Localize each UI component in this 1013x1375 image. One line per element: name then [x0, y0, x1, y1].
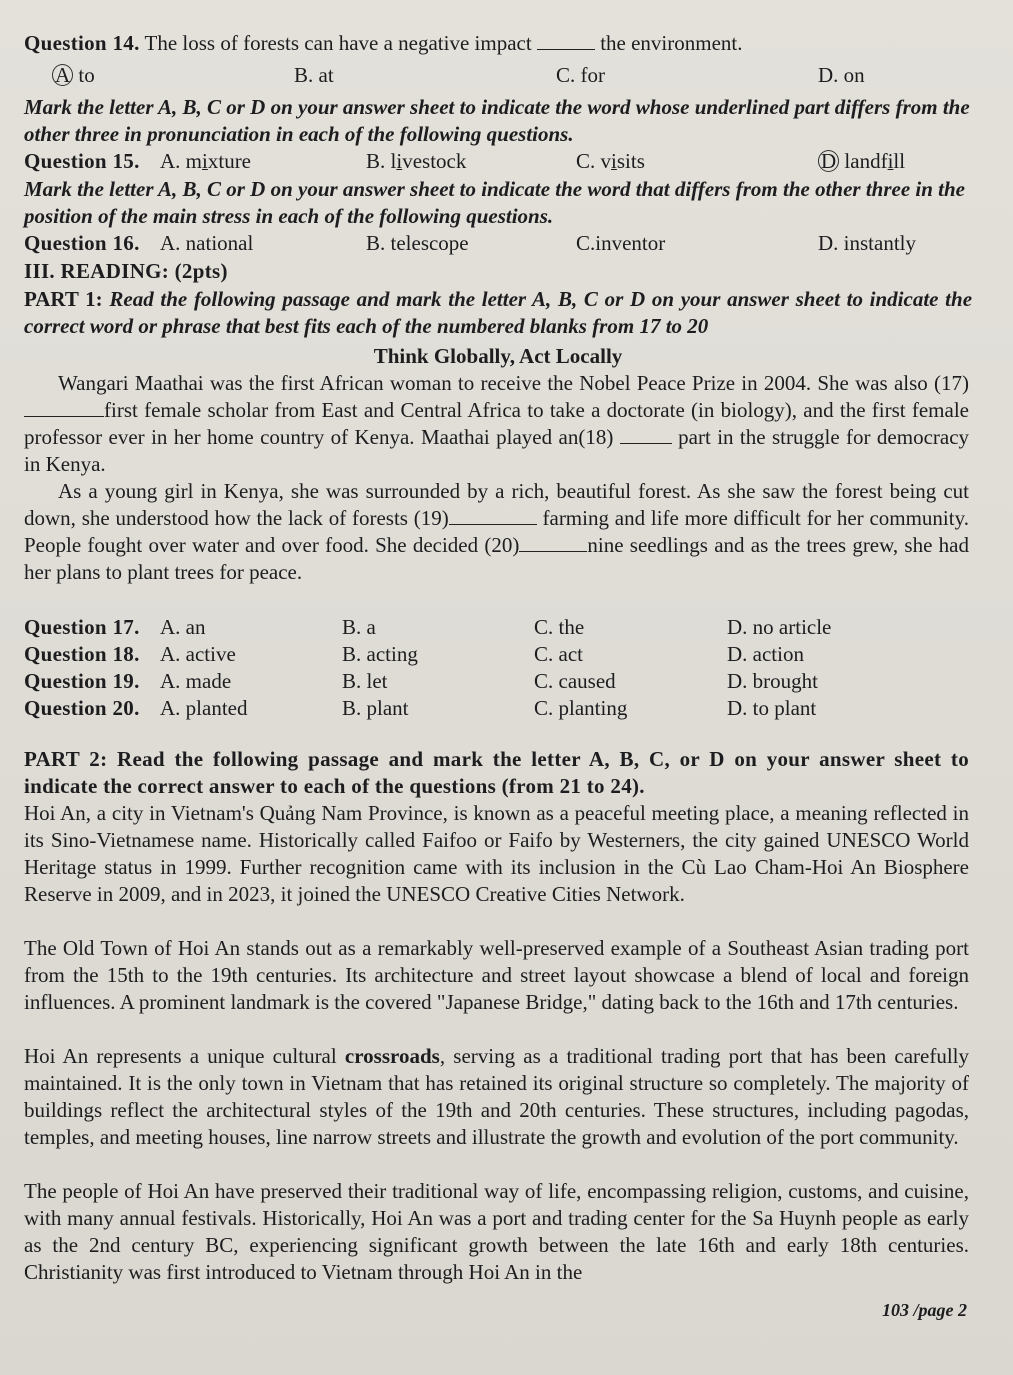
option-b: B. a [342, 615, 376, 639]
question-row [24, 668, 969, 695]
option-a: A. mixture [160, 149, 252, 173]
question-stem: The loss of forests can have a negative impact [144, 31, 532, 55]
option-a: A. national [160, 231, 254, 255]
question-label: Question 17. [24, 615, 140, 639]
circled-answer-mark: D [818, 150, 839, 172]
part2-paragraph-4: The people of Hoi An have preserved their traditional way of life, encompassing religion, customs, and cuisine, with many annual festivals. Historically, Hoi An was a port and trading center for the Sa Huynh people as early as the 2nd century BC, experiencing significant growth between the late 16th and early 18th centuries. Christianity was first introduced to Vietnam through Hoi An in the [24, 1179, 969, 1284]
option-b: B. telescope [366, 231, 469, 255]
option-a: A. planted [160, 696, 248, 720]
part2-paragraph-1: Hoi An, a city in Vietnam's Quảng Nam Province, is known as a peaceful meeting place, a meaning reflected in its Sino-Vietnamese name. Historically called Faifoo or Faifo by Westerners, the city gained UNESCO World Heritage status in 1999. Further recognition came with its inclusion in the Cù Lao Cham-Hoi An Biosphere Reserve in 2009, and in 2023, it joined the UNESCO Creative Cities Network. [24, 801, 969, 906]
option-a: A. active [160, 642, 236, 666]
section-heading: III. READING: (2pts) [24, 259, 228, 283]
highlighted-word: crossroads [344, 1044, 440, 1068]
answer-blank [449, 506, 537, 525]
option-a: A to [52, 62, 95, 89]
question-label: Question 16. [24, 231, 140, 255]
option-c: C. for [556, 63, 606, 87]
part2-heading: PART 2: Read the following passage and mark the letter A, B, C, or D on your answer sheet to indicate the correct answer to each of the questions (from 21 to 24). [24, 747, 969, 798]
question-label: Question 20. [24, 696, 140, 720]
option-c: C. the [534, 615, 585, 639]
question-row [24, 695, 969, 722]
option-d: D. to plant [727, 696, 817, 720]
passage-title: Think Globally, Act Locally [373, 344, 623, 368]
option-d: D. brought [727, 669, 818, 693]
option-d: D. on [818, 63, 865, 87]
option-a: A. an [160, 615, 206, 639]
option-c: C. caused [534, 669, 616, 693]
questions-17-20 [24, 614, 969, 722]
passage-paragraph-2: As a young girl in Kenya, she was surrounded by a rich, beautiful forest. As she saw the forest being cut down, she understood how the lack of forests (19) farming and life more difficult for her community. People fought over water and over food. She decided (20) nine seedlings and as the trees grew, she had her plans to plant trees for peace. [24, 479, 969, 584]
option-c: C. visits [576, 149, 645, 173]
answer-blank [620, 425, 672, 444]
option-d: D landfill [818, 148, 905, 175]
option-d: D. instantly [818, 231, 916, 255]
option-b: B. plant [342, 696, 409, 720]
question-label: Question 15. [24, 149, 140, 173]
question-row [24, 641, 969, 668]
stress-instruction: Mark the letter A, B, C or D on your answer sheet to indicate the word that differs from the other three in the position of the main stress in each of the following questions. [24, 177, 966, 228]
question-14-options [24, 62, 969, 89]
answer-blank [519, 533, 587, 552]
part2-paragraph-3: Hoi An represents a unique cultural crossroads, serving as a traditional trading port that has been carefully maintained. It is the only town in Vietnam that has retained its original structure so completely. The majority of buildings reflect the architectural styles of the 19th and 20th centuries. These structures, including pagodas, temples, and meeting houses, line narrow streets and illustrate the growth and evolution of the port community. [24, 1044, 970, 1149]
question-16 [24, 230, 969, 257]
option-a: A. made [160, 669, 232, 693]
option-b: B. let [342, 669, 388, 693]
question-label: Question 18. [24, 642, 140, 666]
option-d: D. no article [727, 615, 832, 639]
passage-paragraph-1: Wangari Maathai was the first African woman to receive the Nobel Peace Prize in 2004. She was also (17)first female scholar from East and Central Africa to take a doctorate (in biology), and the first female professor ever in her home country of Kenya. Maathai played an(18) part in the struggle for democracy in Kenya. [24, 371, 970, 476]
option-c: C.inventor [576, 231, 666, 255]
answer-blank [24, 398, 104, 417]
option-b: B. acting [342, 642, 418, 666]
option-d: D. action [727, 642, 804, 666]
question-15 [24, 148, 969, 175]
part1-instruction: PART 1: Read the following passage and mark the letter A, B, C or D on your answer sheet to indicate the correct word or phrase that best fits each of the numbered blanks from 17 to 20 [24, 287, 973, 338]
page-number: 103 /page 2 [882, 1300, 967, 1320]
question-label: Question 19. [24, 669, 140, 693]
pronunciation-instruction: Mark the letter A, B, C or D on your answer sheet to indicate the word whose underlined part differs from the other three in pronunciation in each of the following questions. [24, 95, 970, 146]
question-stem-end: the environment. [600, 31, 743, 55]
option-b: B. livestock [366, 149, 467, 173]
question-14 [24, 30, 742, 57]
part2-paragraph-2: The Old Town of Hoi An stands out as a remarkably well-preserved example of a Southeast Asian trading port from the 15th to the 19th centuries. Its architecture and street layout showcase a blend of local and foreign influences. A prominent landmark is the covered "Japanese Bridge," dating back to the 16th and 17th centuries. [24, 936, 969, 1014]
question-label: Question 14. [24, 31, 140, 55]
option-c: C. planting [534, 696, 628, 720]
option-b: B. at [294, 63, 334, 87]
option-c: C. act [534, 642, 583, 666]
circled-answer-mark: A [52, 64, 73, 86]
answer-blank [537, 31, 595, 50]
question-row [24, 614, 969, 641]
